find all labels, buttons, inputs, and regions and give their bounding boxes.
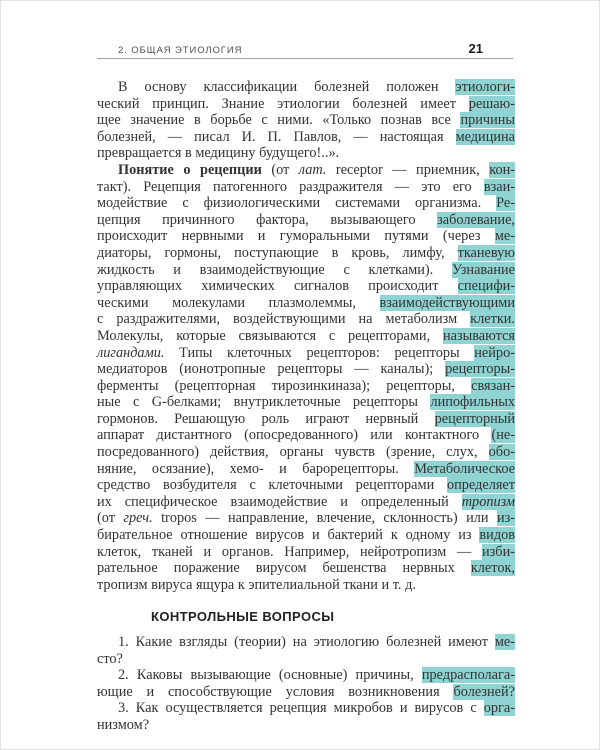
- text-line: [97, 634, 515, 651]
- text-segment: ферменты (рецепторная тирозинкиназа); рецепторы,: [97, 377, 472, 394]
- highlighted-text: этиологи-: [455, 79, 515, 95]
- text-line: [97, 129, 515, 146]
- text-segment: сто?: [97, 650, 123, 667]
- text-segment: ческими молекулами плазмолеммы,: [97, 294, 380, 311]
- text-segment: рательное поражение вирусом бешенства нервных: [97, 560, 471, 577]
- highlighted-text: медицина: [455, 128, 515, 145]
- text-segment: гормонов. Решающую роль играют нервный: [97, 410, 435, 427]
- text-line: [97, 96, 515, 113]
- text-segment: Молекулы, которые связываются с рецепторами,: [97, 327, 443, 344]
- text-segment: ющие и способствующие условия возникновения: [97, 683, 454, 700]
- text-line: [97, 684, 515, 701]
- text-segment: происходит нервными и гуморальными путями (через: [97, 228, 495, 245]
- text-segment: аппарат дистантного (опосредованного) или контактного: [97, 427, 492, 444]
- text-segment: медиаторов (ионотропные рецепторы — каналы);: [97, 361, 446, 378]
- highlighted-text: нейро-: [474, 344, 515, 361]
- text-segment: лат.: [298, 161, 327, 178]
- text-line: [97, 328, 515, 345]
- highlighted-text: Метаболическое: [414, 460, 515, 477]
- highlighted-text: ме-: [494, 228, 515, 245]
- reception-paragraph: [97, 162, 515, 593]
- text-segment: управляющих химических сигналов происходит: [97, 278, 458, 295]
- text-line: [97, 162, 515, 179]
- highlighted-text: изби-: [482, 543, 515, 560]
- highlighted-text: обо-: [488, 444, 515, 461]
- text-line: [97, 477, 515, 494]
- text-line: [97, 262, 515, 279]
- text-segment: бирательное отношение вирусов и бактерий к одному из: [97, 527, 480, 544]
- highlighted-text: называются: [443, 327, 515, 344]
- text-line: [97, 444, 515, 461]
- text-line: [97, 112, 515, 129]
- highlighted-text: тропизм: [461, 493, 515, 510]
- highlighted-text: Узнавание: [451, 261, 515, 278]
- text-line: [97, 179, 515, 196]
- text-segment: щее значение в борьбе с ними. «Только познав все: [97, 112, 461, 129]
- text-line: [97, 544, 515, 561]
- text-line: [97, 510, 515, 527]
- text-segment: 2. Каковы вызывающие (основные) причины,: [118, 667, 422, 684]
- text-segment: тропизм вируса ящура к эпителиальной ткани и т. д.: [97, 576, 416, 593]
- text-line: [97, 245, 515, 262]
- text-segment: модействие с физиологическими системами организма.: [97, 195, 497, 212]
- text-segment: средство возбудителя с клеточными рецепторами: [97, 477, 447, 494]
- page-header: [97, 41, 513, 56]
- text-segment: В основу классификации болезней положен: [118, 79, 456, 95]
- highlighted-text: рецепторный: [434, 410, 515, 427]
- highlighted-text: видов: [479, 527, 515, 544]
- text-segment: диаторы, гормоны, поступающие в кровь, лимфу,: [97, 244, 458, 261]
- text-segment: tropos — направление, влечение, склонность) или: [152, 510, 497, 527]
- text-line: [97, 79, 515, 96]
- text-segment: болезней, — писал И. П. Павлов, — настоящая: [97, 128, 456, 145]
- highlighted-text: заболевание,: [437, 211, 515, 228]
- text-segment: ные с G-белками; внутриклеточные рецепторы: [97, 394, 431, 411]
- highlighted-text: ме-: [494, 634, 515, 650]
- text-segment: 1. Какие взгляды (теории) на этиологию болезней имеют: [118, 634, 495, 650]
- text-segment: низмом?: [97, 716, 150, 733]
- text-segment: receptor — приемник,: [326, 161, 490, 178]
- text-line: [97, 361, 515, 378]
- text-segment: посредованного) действия, органы чувств (зрение, слух,: [97, 444, 489, 461]
- text-segment: ческий принцип. Знание этиологии болезней имеет: [97, 95, 469, 112]
- highlighted-text: Ре-: [496, 195, 515, 212]
- text-line: [97, 295, 515, 312]
- running-header: 2. ОБЩАЯ ЭТИОЛОГИЯ: [118, 45, 243, 56]
- text-line: [97, 577, 515, 594]
- text-segment: превращается в медицину будущего!..».: [97, 145, 340, 162]
- text-line: [97, 717, 515, 734]
- text-segment: Понятие о рецепции: [118, 161, 262, 178]
- highlighted-text: предрасполага-: [421, 667, 515, 684]
- highlighted-text: взаимодействующими: [379, 294, 515, 311]
- highlighted-text: кон-: [489, 161, 515, 178]
- question-3: [97, 700, 515, 733]
- text-line: [97, 560, 515, 577]
- text-segment: жидкость и взаимодействующие с клетками).: [97, 261, 452, 278]
- text-segment: клеток, тканей и органов. Например, нейротропизм —: [97, 543, 482, 560]
- text-line: [97, 345, 515, 362]
- page-number: 21: [468, 41, 483, 56]
- highlighted-text: причины: [460, 112, 515, 129]
- highlighted-text: (не-: [491, 427, 515, 444]
- text-line: [97, 494, 515, 511]
- highlighted-text: специфи-: [457, 278, 515, 295]
- text-line: [97, 378, 515, 395]
- text-segment: Типы клеточных рецепторов: рецепторы: [164, 344, 475, 361]
- text-line: [97, 651, 515, 668]
- text-segment: их специфическое взаимодействие и определенный: [97, 493, 462, 510]
- text-line: [97, 427, 515, 444]
- highlighted-text: связан-: [471, 377, 515, 394]
- text-segment: с раздражителями, воздействующими на метаболизм: [97, 311, 471, 328]
- text-segment: греч.: [123, 510, 153, 527]
- text-segment: (от: [261, 161, 299, 178]
- text-line: [97, 278, 515, 295]
- text-line: [97, 311, 515, 328]
- highlighted-text: из-: [496, 510, 515, 527]
- highlighted-text: рецепторы-: [445, 361, 515, 378]
- text-block: [97, 79, 515, 734]
- highlighted-text: определяет: [446, 477, 515, 494]
- highlighted-text: липофильных: [430, 394, 515, 411]
- question-2: [97, 667, 515, 700]
- text-line: [97, 228, 515, 245]
- text-line: [97, 461, 515, 478]
- text-line: [97, 667, 515, 684]
- highlighted-text: клетки.: [470, 311, 515, 328]
- highlighted-text: орга-: [483, 700, 515, 717]
- text-line: [97, 411, 515, 428]
- text-segment: (от: [97, 510, 124, 527]
- section-heading: КОНТРОЛЬНЫЕ ВОПРОСЫ: [151, 609, 335, 625]
- highlighted-text: болезней?: [453, 683, 515, 700]
- highlighted-text: клеток,: [470, 560, 515, 577]
- text-line: [97, 394, 515, 411]
- text-line: [97, 700, 515, 717]
- text-segment: няние, осязание), хемо- и барорецепторы.: [97, 460, 415, 477]
- text-line: [97, 195, 515, 212]
- text-segment: такт). Рецепция патогенного раздражителя — это его: [97, 178, 484, 195]
- intro-paragraph: [97, 79, 515, 162]
- text-segment: 3. Как осуществляется рецепция микробов и вирусов с: [118, 700, 484, 717]
- text-line: [97, 212, 515, 229]
- header-rule: [97, 58, 513, 59]
- text-line: [97, 145, 515, 162]
- text-segment: цепция причинного фактора, вызывающего: [97, 211, 438, 228]
- text-segment: лигандами.: [97, 344, 165, 361]
- question-1: [97, 634, 515, 667]
- highlighted-text: решаю-: [468, 95, 515, 112]
- highlighted-text: взаи-: [483, 178, 515, 195]
- highlighted-text: тканевую: [457, 244, 515, 261]
- text-line: [97, 527, 515, 544]
